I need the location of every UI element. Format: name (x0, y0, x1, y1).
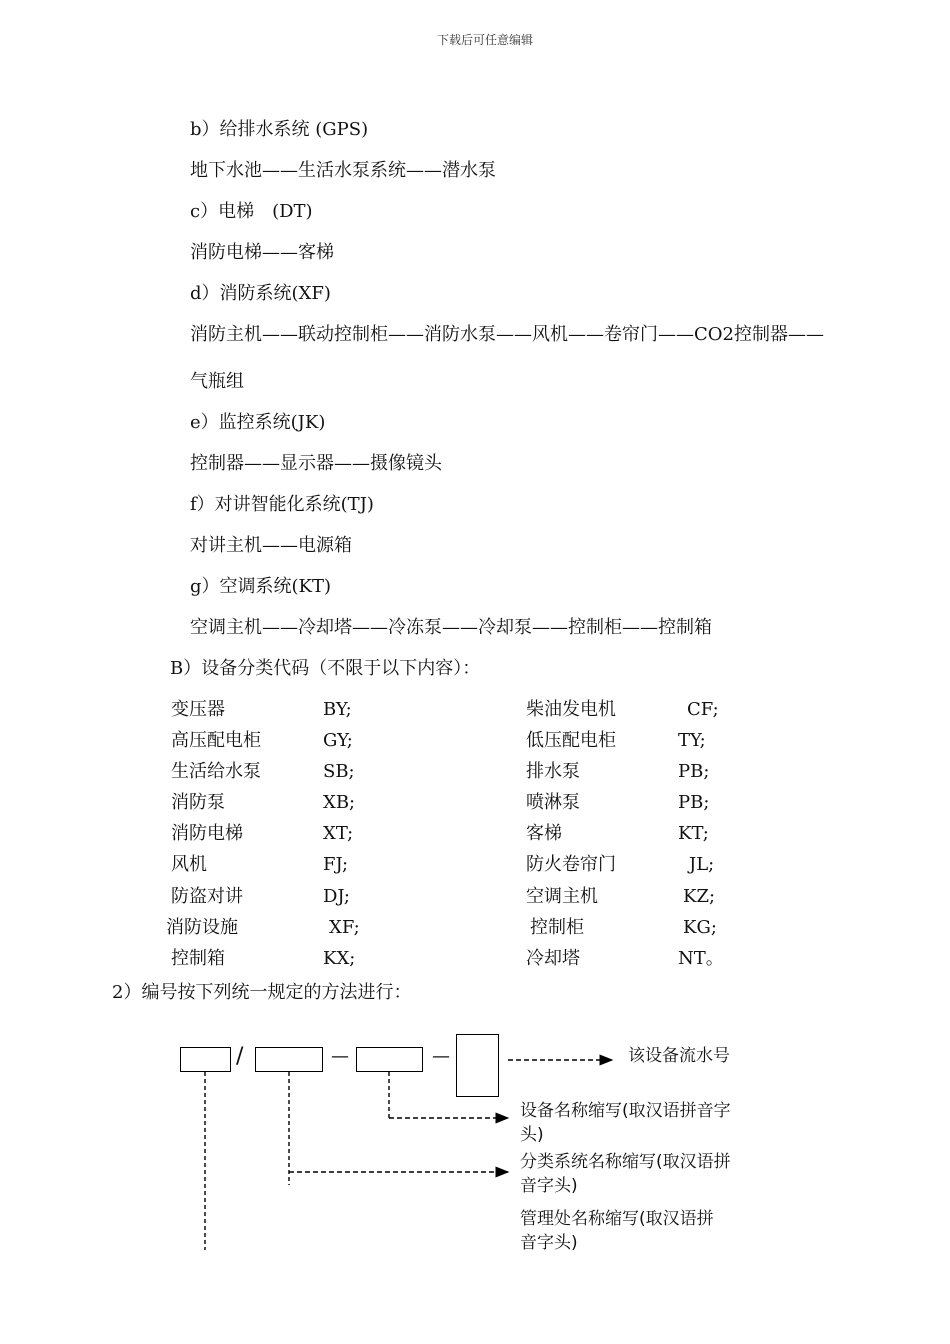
equipment-left-name: 防盗对讲 (171, 886, 243, 907)
numbering-heading: 2）编号按下列统一规定的方法进行： (112, 982, 412, 1003)
equipment-left-code: XT; (323, 823, 354, 844)
system-d-desc-line1: 消防主机——联动控制柜——消防水泵——风机——卷帘门——CO2控制器—— (190, 324, 824, 345)
system-d-desc-line2: 气瓶组 (190, 371, 244, 392)
equipment-left-code: FJ; (323, 854, 349, 875)
equipment-right-name: 冷却塔 (526, 948, 580, 969)
label-device-name: 设备名称缩写(取汉语拼音字头) (520, 1101, 731, 1145)
equipment-right-name: 控制柜 (530, 917, 584, 938)
equipment-right-name: 空调主机 (526, 886, 598, 907)
dash-separator: — (331, 1046, 349, 1067)
equipment-left-name: 风机 (171, 854, 207, 875)
equipment-right-code: KT; (678, 823, 709, 844)
system-b-title: b）给排水系统 (GPS) (190, 119, 369, 140)
system-f-desc: 对讲主机——电源箱 (190, 535, 352, 556)
equipment-left-name: 控制箱 (171, 948, 225, 969)
code-box-serial (456, 1034, 499, 1097)
system-c-title: c）电梯 (DT) (190, 201, 313, 222)
code-box-device (356, 1047, 423, 1072)
code-box-system (255, 1047, 323, 1072)
equipment-right-code: CF; (687, 699, 719, 720)
equipment-left-code: XB; (323, 792, 356, 813)
page-header: 下载后可任意编辑 (437, 33, 534, 47)
system-g-desc: 空调主机——冷却塔——冷冻泵——冷却泵——控制柜——控制箱 (190, 617, 712, 638)
equipment-heading: B）设备分类代码（不限于以下内容）： (170, 658, 481, 679)
label-office-name: 管理处名称缩写(取汉语拼音字头) (520, 1209, 714, 1253)
equipment-right-code: PB; (678, 792, 710, 813)
slash-separator: / (236, 1044, 244, 1069)
system-c-desc: 消防电梯——客梯 (190, 242, 334, 263)
equipment-left-name: 生活给水泵 (171, 761, 261, 782)
equipment-left-code: XF; (329, 917, 360, 938)
system-f-title: f）对讲智能化系统(TJ) (190, 494, 374, 515)
label-system-name: 分类系统名称缩写(取汉语拼音字头) (520, 1152, 731, 1196)
system-d-title: d）消防系统(XF) (190, 283, 331, 304)
equipment-right-name: 低压配电柜 (526, 730, 616, 751)
equipment-left-name: 变压器 (171, 699, 225, 720)
equipment-right-code: PB; (678, 761, 710, 782)
equipment-right-name: 排水泵 (526, 761, 580, 782)
equipment-left-code: SB; (323, 761, 355, 782)
equipment-right-code: JL; (689, 854, 715, 875)
system-g-title: g）空调系统(KT) (190, 576, 332, 597)
system-b-desc: 地下水池——生活水泵系统——潜水泵 (190, 160, 496, 181)
equipment-right-code: TY; (678, 730, 706, 751)
equipment-right-name: 喷淋泵 (526, 792, 580, 813)
system-e-desc: 控制器——显示器——摄像镜头 (190, 453, 442, 474)
equipment-left-code: BY; (323, 699, 352, 720)
dash-separator: — (432, 1046, 450, 1067)
equipment-left-name: 消防设施 (166, 917, 238, 938)
label-serial-number: 该设备流水号 (628, 1046, 730, 1066)
system-e-title: e）监控系统(JK) (190, 412, 326, 433)
equipment-left-name: 消防泵 (171, 792, 225, 813)
equipment-right-name: 柴油发电机 (526, 699, 616, 720)
equipment-left-code: KX; (323, 948, 356, 969)
equipment-left-code: GY; (323, 730, 353, 751)
equipment-left-code: DJ; (323, 886, 350, 907)
equipment-right-code: KG; (683, 917, 717, 938)
equipment-right-name: 防火卷帘门 (526, 854, 616, 875)
code-box-office (180, 1047, 231, 1072)
equipment-right-name: 客梯 (526, 823, 562, 844)
equipment-left-name: 消防电梯 (171, 823, 243, 844)
equipment-right-code: KZ; (683, 886, 716, 907)
equipment-right-code: NT。 (678, 948, 724, 969)
equipment-left-name: 高压配电柜 (171, 730, 261, 751)
